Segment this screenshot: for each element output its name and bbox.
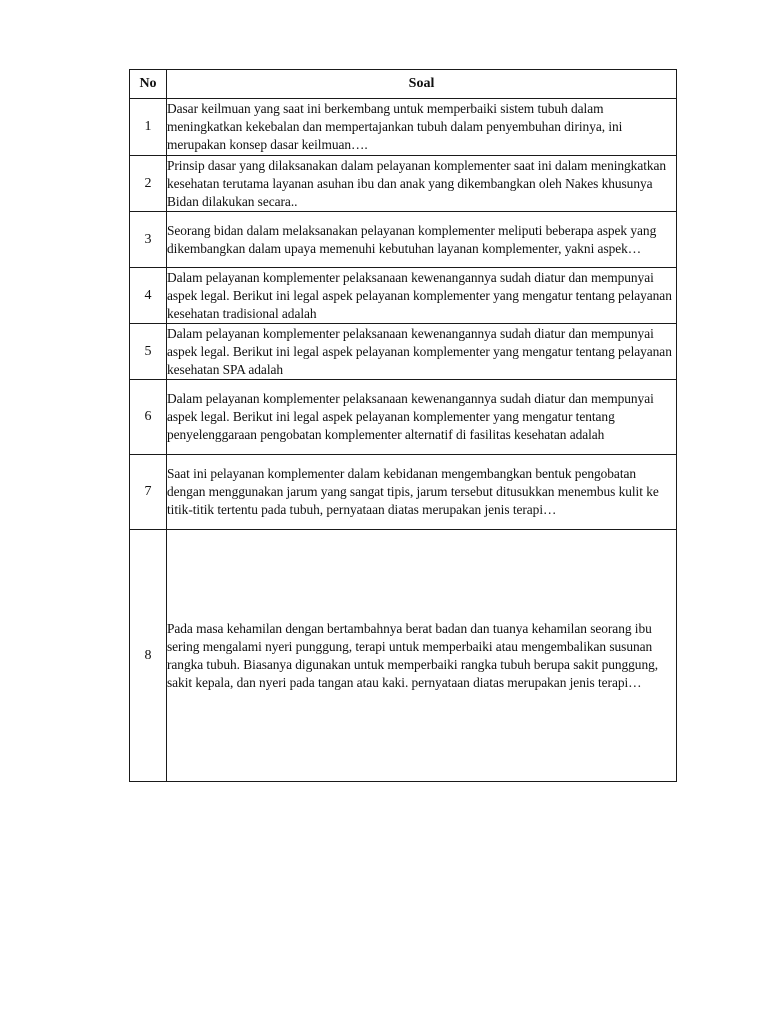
table-row [130,212,677,268]
question-text: Seorang bidan dalam melaksanakan pelayanan komplementer meliputi beberapa aspek yang dikembangkan dalam upaya memenuhi kebutuhan layanan komplementer, yakni aspek… [167,212,677,268]
row-number: 4 [130,268,167,324]
question-text: Dalam pelayanan komplementer pelaksanaan kewenangannya sudah diatur dan mempunyai aspek legal. Berikut ini legal aspek pelayanan komplementer yang mengatur tentang pelayanan kesehatan tradisional adalah [167,268,677,324]
soal-table [129,69,677,782]
header-row [130,70,677,99]
table-row [130,380,677,455]
header-no: No [130,70,167,99]
row-number: 6 [130,380,167,455]
row-number: 8 [130,530,167,782]
question-text: Pada masa kehamilan dengan bertambahnya berat badan dan tuanya kehamilan seorang ibu sering mengalami nyeri punggung, terapi untuk memperbaiki atau mengembalikan susunan rangka tubuh. Biasanya digunakan untuk memperbaiki rangka tubuh berupa sakit punggung, sakit kepala, dan nyeri pada tangan atau kaki. pernyataan diatas merupakan jenis terapi… [167,530,677,782]
row-number: 1 [130,99,167,156]
table-row [130,156,677,212]
table-header [130,70,677,99]
question-text: Dalam pelayanan komplementer pelaksanaan kewenangannya sudah diatur dan mempunyai aspek legal. Berikut ini legal aspek pelayanan komplementer yang mengatur tentang pelayanan kesehatan SPA adalah [167,324,677,380]
question-text: Saat ini pelayanan komplementer dalam kebidanan mengembangkan bentuk pengobatan dengan menggunakan jarum yang sangat tipis, jarum tersebut ditusukkan menembus kulit ke titik-titik tertentu pada tubuh, pernyataan diatas merupakan jenis terapi… [167,455,677,530]
question-text: Dalam pelayanan komplementer pelaksanaan kewenangannya sudah diatur dan mempunyai aspek legal. Berikut ini legal aspek pelayanan komplementer yang mengatur tentang penyelenggaraan pengobatan komplementer alternatif di fasilitas kesehatan adalah [167,380,677,455]
table-row [130,268,677,324]
table-row [130,99,677,156]
table-body [130,99,677,782]
row-number: 5 [130,324,167,380]
question-text: Dasar keilmuan yang saat ini berkembang untuk memperbaiki sistem tubuh dalam meningkatkan kekebalan dan mempertajankan tubuh dalam penyembuhan dirinya, ini merupakan konsep dasar keilmuan…. [167,99,677,156]
question-text: Prinsip dasar yang dilaksanakan dalam pelayanan komplementer saat ini dalam meningkatkan kesehatan terutama layanan asuhan ibu dan anak yang dikembangkan oleh Nakes khusunya Bidan dilakukan secara.. [167,156,677,212]
table-row [130,530,677,782]
table-row [130,324,677,380]
row-number: 7 [130,455,167,530]
row-number: 3 [130,212,167,268]
header-soal: Soal [167,70,677,99]
row-number: 2 [130,156,167,212]
table-row [130,455,677,530]
